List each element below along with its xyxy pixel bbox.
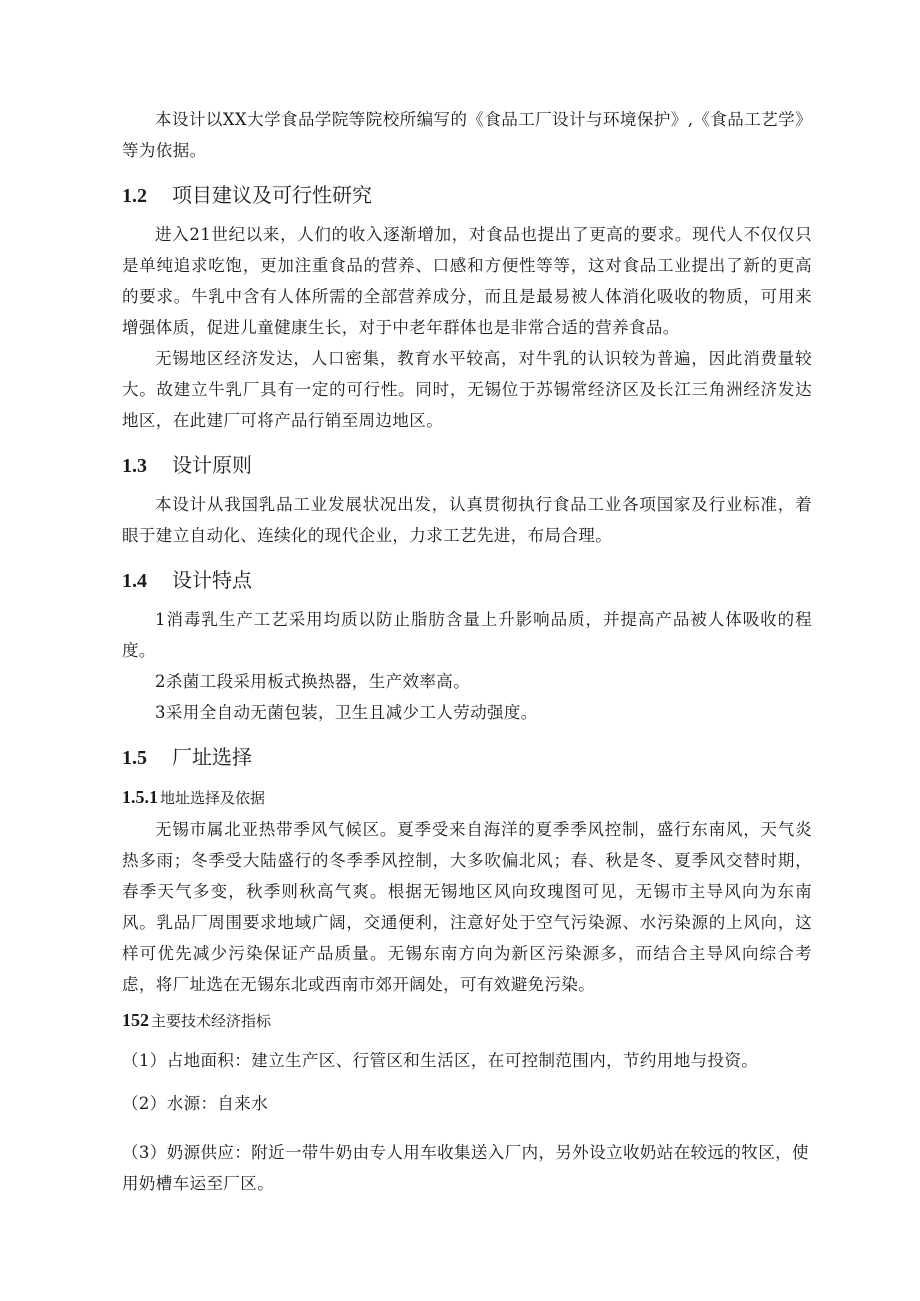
subsection-number: 1.5.1 [122, 787, 158, 807]
subsection-number: 152 [122, 1010, 149, 1030]
paragraph: 无锡地区经济发达，人口密集，教育水平较高，对牛乳的认识较为普遍，因此消费量较大。故建立牛乳厂具有一定的可行性。同时，无锡位于苏锡常经济区及长江三角洲经济发达地区，在此建厂可将产品行销至周边地区。 [122, 349, 812, 430]
section-title: 项目建议及可行性研究 [172, 183, 372, 207]
subsection-title: 地址选择及依据 [160, 789, 266, 807]
section-number: 1.2 [122, 185, 147, 207]
intro-paragraph: 本设计以XX大学食品学院等院校所编写的《食品工厂设计与环境保护》,《食品工艺学》等为依据。 [122, 110, 812, 160]
indicator-item: （2）水源：自来水 [122, 1094, 269, 1113]
document-page [122, 104, 812, 1199]
subsection-title: 主要技术经济指标 [151, 1012, 272, 1030]
section-title: 设计特点 [172, 568, 252, 592]
section-number: 1.4 [122, 570, 147, 592]
subsection-heading-1-5-1 [122, 781, 812, 814]
section-title: 设计原则 [172, 453, 252, 477]
section-number: 1.5 [122, 747, 147, 769]
section-number: 1.3 [122, 455, 147, 477]
section-heading-1-4 [122, 557, 812, 604]
paragraph: 进入21世纪以来，人们的收入逐渐增加，对食品也提出了更高的要求。现代人不仅仅只是单纯追求吃饱，更加注重食品的营养、口感和方便性等等，这对食品工业提出了新的更高的要求。牛乳中含有人体所需的全部营养成分，而且是最易被人体消化吸收的物质，可用来增强体质，促进儿童健康生长，对于中老年群体也是非常合适的营养食品。 [122, 225, 812, 337]
section-title: 厂址选择 [172, 745, 252, 769]
paragraph: 无锡市属北亚热带季风气候区。夏季受来自海洋的夏季季风控制，盛行东南风，天气炎热多雨；冬季受大陆盛行的冬季季风控制，大多吹偏北风；春、秋是冬、夏季风交替时期，春季天气多变，秋季则秋高气爽。根据无锡地区风向玫瑰图可见，无锡市主导风向为东南风。乳品厂周围要求地域广阔，交通便利，注意好处于空气污染源、水污染源的上风向，这样可优先减少污染保证产品质量。无锡东南方向为新区污染源多，而结合主导风向综合考虑，将厂址选在无锡东北或西南市郊开阔处，可有效避免污染。 [122, 820, 812, 994]
subsection-heading-1-5-2 [122, 1004, 812, 1037]
section-heading-1-5 [122, 734, 812, 781]
section-heading-1-2 [122, 172, 812, 219]
section-heading-1-3 [122, 442, 812, 489]
paragraph: 本设计从我国乳品工业发展状况出发，认真贯彻执行食品工业各项国家及行业标准，着眼于建立自动化、连续化的现代企业，力求工艺先进，布局合理。 [122, 495, 812, 545]
feature-item: 2杀菌工段采用板式换热器，生产效率高。 [155, 672, 471, 691]
indicator-item: （1）占地面积：建立生产区、行管区和生活区，在可控制范围内，节约用地与投资。 [122, 1051, 759, 1070]
indicator-item: （3）奶源供应：附近一带牛奶由专人用车收集送入厂内，另外设立收奶站在较远的牧区，使用奶槽车运至厂区。 [122, 1143, 809, 1193]
feature-item: 1消毒乳生产工艺采用均质以防止脂肪含量上升影响品质，并提高产品被人体吸收的程度。 [122, 610, 812, 660]
feature-item: 3采用全自动无菌包装，卫生且减少工人劳动强度。 [155, 703, 538, 722]
